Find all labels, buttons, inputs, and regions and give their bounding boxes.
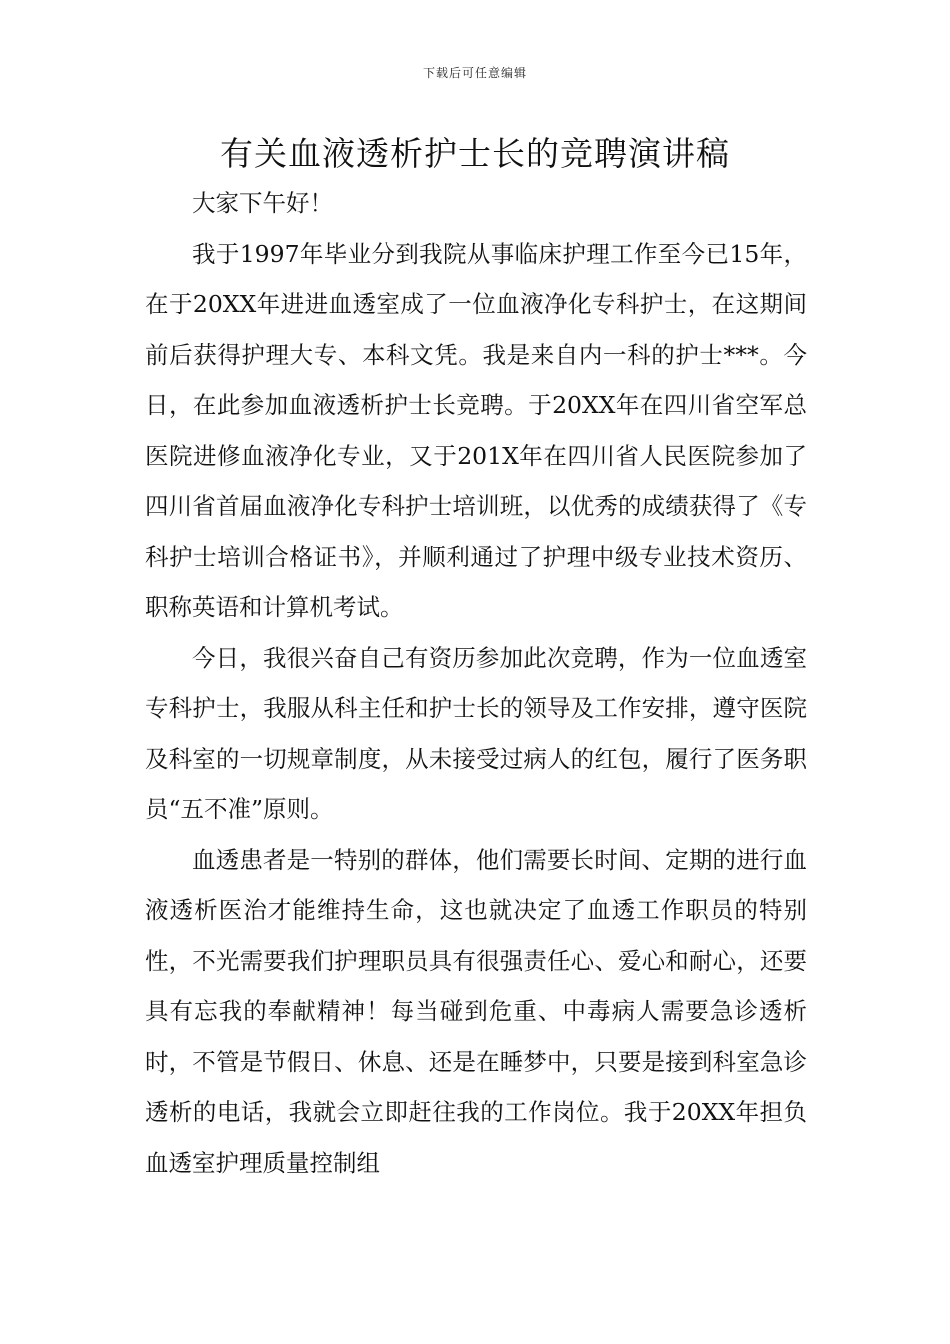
body-paragraph-3: 血透患者是一特别的群体，他们需要长时间、定期的进行血液透析医治才能维持生命，这也就决定了血透工作职员的特别性，不光需要我们护理职员具有很强责任心、爱心和耐心，还要具有忘我的奉献精神！每当碰到危重、中毒病人需要急诊透析时，不管是节假日、休息、还是在睡梦中，只要是接到科室急诊透析的电话，我就会立即赶往我的工作岗位。我于20XX年担负血透室护理质量控制组 bbox=[145, 845, 807, 1177]
header-note: 下载后可任意编辑 bbox=[422, 66, 527, 80]
body-paragraph-1: 我于1997年毕业分到我院从事临床护理工作至今已15年，在于20XX年进进血透室成了一位血液净化专科护士，在这期间前后获得护理大专、本科文凭。我是来自内一科的护士***。今日，在此参加血液透析护士长竞聘。于20XX年在四川省空军总医院进修血液净化专业，又于201X年在四川省人民医院参加了四川省首届血液净化专科护士培训班，以优秀的成绩获得了《专科护士培训合格证书》，并顺利通过了护理中级专业技术资历、职称英语和计算机考试。 bbox=[145, 239, 807, 621]
document-body bbox=[145, 178, 807, 1188]
greeting-paragraph: 大家下午好！ bbox=[192, 189, 333, 217]
body-paragraph-2: 今日，我很兴奋自己有资历参加此次竞聘，作为一位血透室专科护士，我服从科主任和护士长的领导及工作安排，遵守医院及科室的一切规章制度，从未接受过病人的红包，履行了医务职员“五不准”原则。 bbox=[145, 643, 807, 823]
document-title: 有关血液透析护士长的竞聘演讲稿 bbox=[220, 134, 730, 173]
